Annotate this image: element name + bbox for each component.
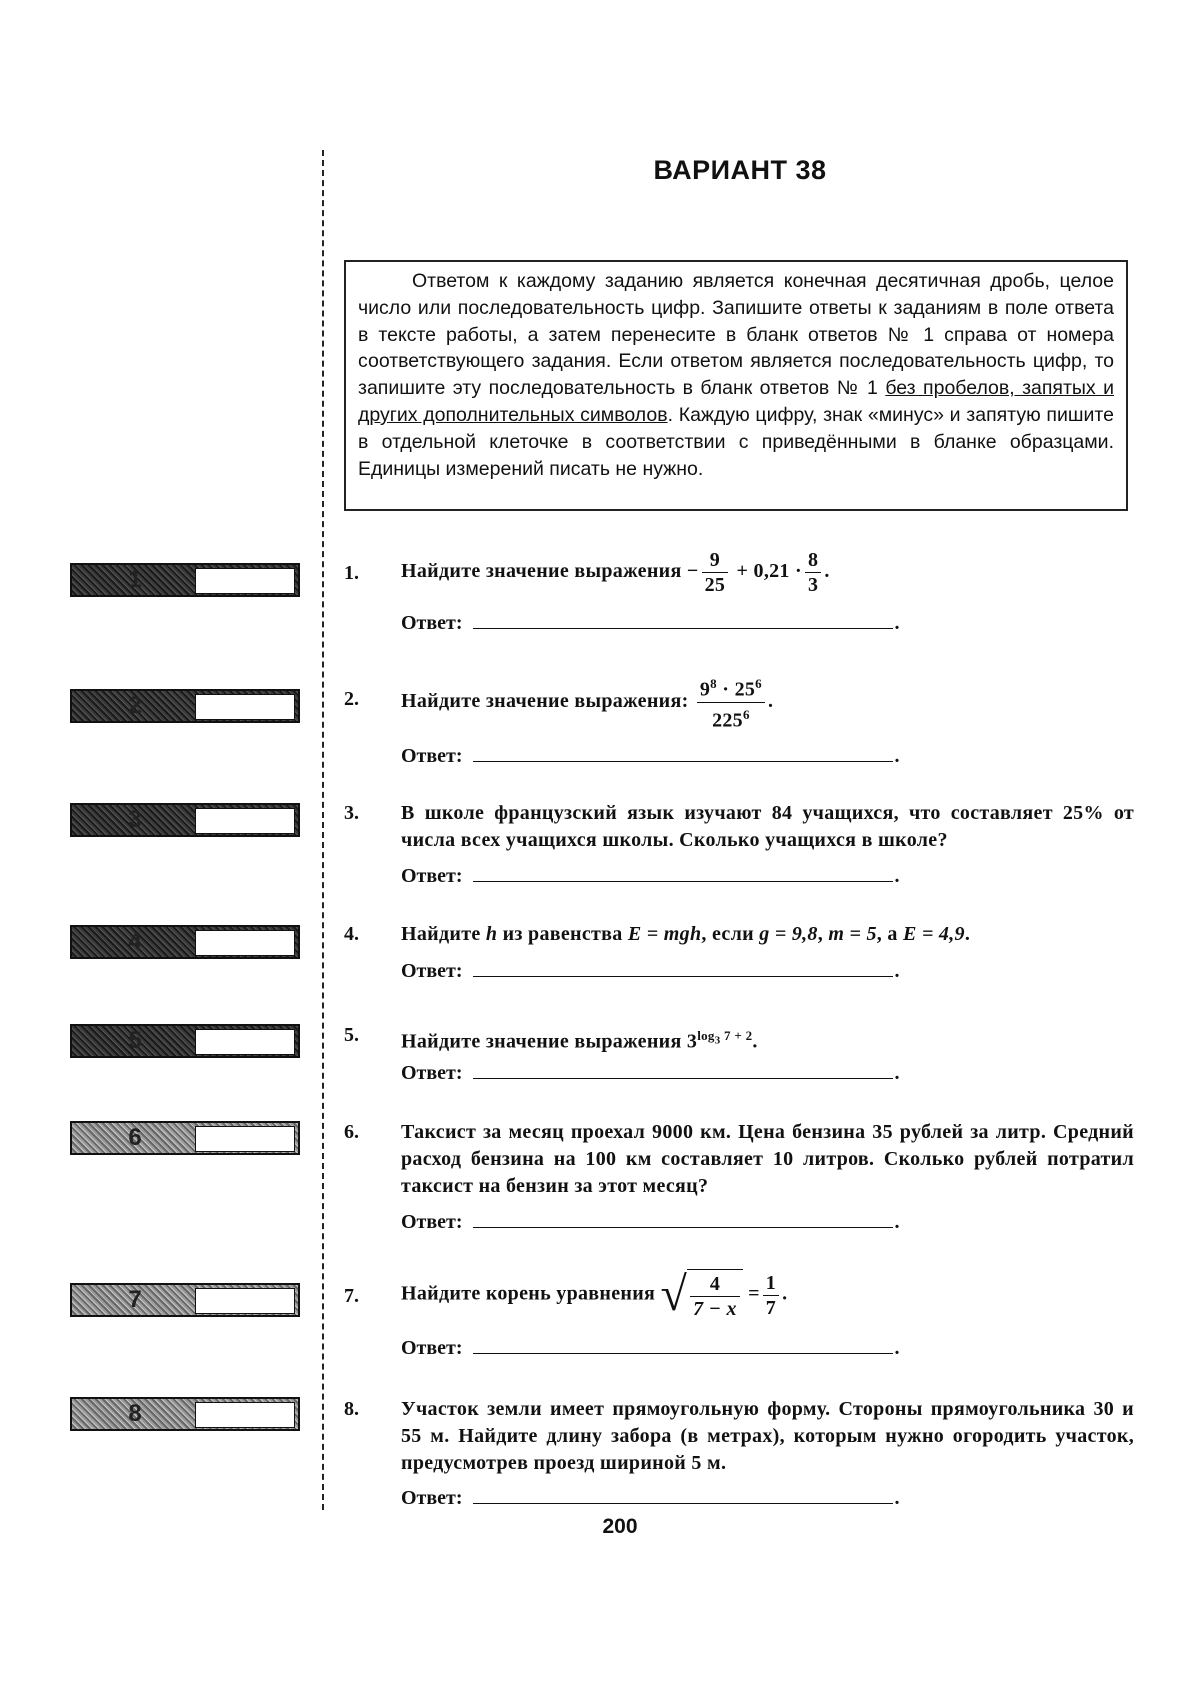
answer-cell[interactable] [195,568,295,594]
answer-field[interactable] [473,1335,893,1354]
answer-field[interactable] [473,958,893,977]
task-number: 5. [344,1024,359,1046]
square-root: √ $\frac{4}{7 - x}$ [661,1269,743,1321]
task-text: В школе французский язык изучают 84 учащихся, что составляет 25% от числа всех учащихся школы. Сколько учащихся в школе? [401,802,1134,851]
task-text: Участок земли имеет прямоугольную форму. Стороны прямоугольника 30 и 55 м. Найдите длину забора (в метрах), которым нужно огородить участок, предусмотрев проезд шириной 5 м. [401,1398,1134,1474]
answer-line-7: Ответ: . [401,1337,900,1359]
cut-line [322,150,324,1510]
answer-cell-marker-2: 2 [70,689,300,723]
answer-cell-marker-7: 7 [70,1283,300,1317]
answer-cell-marker-6: 6 [70,1121,300,1155]
task-7: 7. Найдите корень уравнения √ $\frac{4}{7 - x}$ = $\frac{1}{7}$ . [344,1268,788,1321]
task-3 [344,800,1134,860]
answer-field[interactable] [473,1485,893,1504]
task-text: Таксист за месяц проехал 9000 км. Цена бензина 35 рублей за литр. Средний расход бензина на 100 км составляет 10 литров. Сколько рублей потратил таксист на бензин за этот месяц? [401,1121,1134,1197]
page-title: ВАРИАНТ 38 [653,155,827,185]
answer-cell[interactable] [195,1288,295,1314]
answer-field[interactable] [473,1209,893,1228]
fraction: $\frac{1}{7}$ [763,1271,779,1320]
answer-field[interactable] [473,610,893,629]
task-number: 6. [344,1121,359,1143]
page-number: 200 [602,1515,638,1538]
task-6 [344,1119,1134,1204]
task-number: 7. [344,1285,359,1307]
answer-cell-marker-4: 4 [70,925,300,959]
answer-field[interactable] [473,743,893,762]
answer-cell[interactable] [195,808,295,834]
fraction: $\frac{9}{25}$ [702,548,729,597]
answer-field[interactable] [473,863,893,882]
task-4: 4. Найдите h из равенства E = mgh, если g = 9,8, m = 5, а E = 4,9. [344,921,1134,951]
task-number: 2. [344,688,359,710]
task-1: 1. Найдите значение выражения − $\frac{9}{25}$ + 0,21 · $\frac{8}{3}$ . [344,549,830,596]
answer-line-6: Ответ: . [401,1211,900,1233]
answer-cell-marker-8: 8 [70,1397,300,1431]
answer-line-2: Ответ: . [401,745,900,767]
task-number: 1. [344,562,359,584]
instructions-text: Ответом к каждому заданию является конечная десятичная дробь, целое число или последовательность цифр. Запишите ответы к заданиям в поле ответа в тексте работы, а затем перенесите в бланк ответов № 1 справа от номера соответствующего задания. Если ответом является последовательность цифр, то запишите эту последовательность в бланк ответов № 1 без пробелов, запятых и других дополнительных символов. Каждую цифру, знак «минус» и запятую пишите в отдельной клеточке в соответствии с приведёнными в бланке образцами. Единицы измерений писать не нужно. [358,270,1114,480]
task-number: 8. [344,1398,359,1420]
fraction: $\frac{8}{3}$ [805,548,821,597]
task-5: 5. Найдите значение выражения $3^{log_3 7 + 2}$. [344,1024,758,1053]
instructions-underlined: без пробелов, запятых и других дополнительных символов [358,377,1114,426]
instructions-box [344,260,1128,511]
answer-cell-marker-5: 5 [70,1024,300,1058]
task-8 [344,1396,1134,1481]
answer-cell[interactable] [195,1029,295,1055]
answer-cell-marker-1: 1 [70,563,300,597]
answer-line-8: Ответ: . [401,1487,900,1509]
answer-line-1: Ответ: . [401,612,900,634]
answer-cell[interactable] [195,694,295,720]
answer-line-5: Ответ: . [401,1062,900,1084]
task-text: Найдите значение выражения [401,1030,682,1053]
task-text: Найдите значение выражения: [401,689,689,712]
answer-line-4: Ответ: . [401,960,900,982]
task-number: 3. [344,802,359,824]
answer-line-3: Ответ: . [401,865,900,887]
answer-cell[interactable] [195,930,295,956]
task-number: 4. [344,923,359,945]
answer-cell[interactable] [195,1126,295,1152]
answer-cell[interactable] [195,1402,295,1428]
fraction: $\frac{9^8 \cdot 25^6}{225^6}$ [697,672,765,732]
task-text: Найдите значение выражения [401,560,682,583]
answer-cell-marker-3: 3 [70,803,300,837]
task-text: Найдите корень уравнения [401,1282,656,1305]
task-2: 2. Найдите значение выражения: $\frac{9^8 \cdot 25^6}{225^6}$ . [344,686,1134,726]
answer-field[interactable] [473,1060,893,1079]
